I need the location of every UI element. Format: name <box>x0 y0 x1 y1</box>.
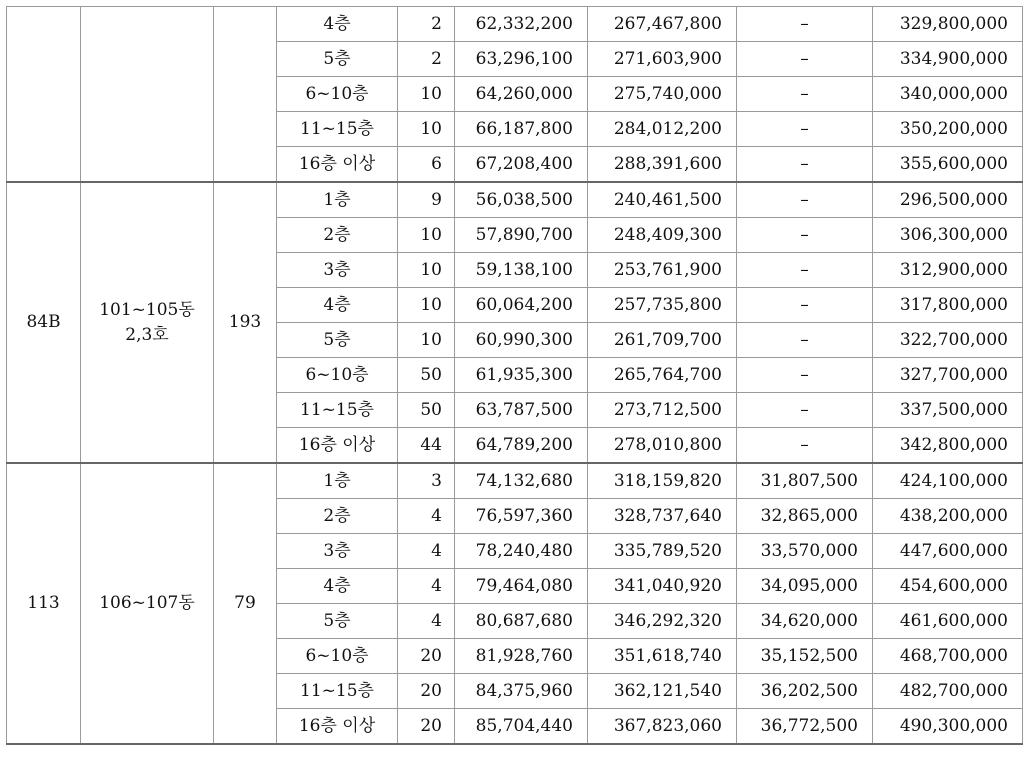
vat-cell: 36,772,500 <box>737 709 873 745</box>
count-cell: 20 <box>398 674 455 709</box>
building-price-cell: 288,391,600 <box>588 147 737 183</box>
floor-cell: 3층 <box>277 253 398 288</box>
vat-cell: – <box>737 253 873 288</box>
count-cell: 10 <box>398 218 455 253</box>
land-price-cell: 63,787,500 <box>455 393 588 428</box>
total-price-cell: 342,800,000 <box>873 428 1023 464</box>
land-price-cell: 62,332,200 <box>455 7 588 42</box>
dong-cell: 106~107동 <box>81 463 214 744</box>
total-price-cell: 296,500,000 <box>873 182 1023 218</box>
floor-cell: 11~15층 <box>277 393 398 428</box>
floor-cell: 5층 <box>277 604 398 639</box>
count-cell: 6 <box>398 147 455 183</box>
floor-cell: 4층 <box>277 288 398 323</box>
vat-cell: 32,865,000 <box>737 499 873 534</box>
vat-cell: 33,570,000 <box>737 534 873 569</box>
type-cell <box>7 7 81 183</box>
count-cell: 4 <box>398 534 455 569</box>
floor-cell: 5층 <box>277 323 398 358</box>
land-price-cell: 78,240,480 <box>455 534 588 569</box>
table-row <box>7 463 1023 499</box>
floor-cell: 16층 이상 <box>277 147 398 183</box>
count-cell: 50 <box>398 358 455 393</box>
total-price-cell: 337,500,000 <box>873 393 1023 428</box>
floor-cell: 1층 <box>277 463 398 499</box>
floor-cell: 6~10층 <box>277 77 398 112</box>
floor-cell: 11~15층 <box>277 112 398 147</box>
building-price-cell: 346,292,320 <box>588 604 737 639</box>
building-price-cell: 318,159,820 <box>588 463 737 499</box>
total-price-cell: 468,700,000 <box>873 639 1023 674</box>
table-row <box>7 182 1023 218</box>
total-price-cell: 340,000,000 <box>873 77 1023 112</box>
count-cell: 10 <box>398 323 455 358</box>
building-price-cell: 271,603,900 <box>588 42 737 77</box>
total-price-cell: 447,600,000 <box>873 534 1023 569</box>
vat-cell: – <box>737 218 873 253</box>
vat-cell: – <box>737 393 873 428</box>
total-price-cell: 454,600,000 <box>873 569 1023 604</box>
type-cell: 113 <box>7 463 81 744</box>
dong-cell <box>81 7 214 183</box>
building-price-cell: 351,618,740 <box>588 639 737 674</box>
floor-cell: 16층 이상 <box>277 428 398 464</box>
floor-cell: 11~15층 <box>277 674 398 709</box>
floor-cell: 16층 이상 <box>277 709 398 745</box>
vat-cell: – <box>737 7 873 42</box>
count-cell: 10 <box>398 288 455 323</box>
building-price-cell: 253,761,900 <box>588 253 737 288</box>
vat-cell: – <box>737 428 873 464</box>
floor-cell: 3층 <box>277 534 398 569</box>
total-price-cell: 438,200,000 <box>873 499 1023 534</box>
vat-cell: 34,095,000 <box>737 569 873 604</box>
vat-cell: – <box>737 182 873 218</box>
total-price-cell: 461,600,000 <box>873 604 1023 639</box>
building-price-cell: 248,409,300 <box>588 218 737 253</box>
total-price-cell: 322,700,000 <box>873 323 1023 358</box>
count-cell: 4 <box>398 499 455 534</box>
land-price-cell: 61,935,300 <box>455 358 588 393</box>
land-price-cell: 63,296,100 <box>455 42 588 77</box>
building-price-cell: 328,737,640 <box>588 499 737 534</box>
total-price-cell: 327,700,000 <box>873 358 1023 393</box>
land-price-cell: 85,704,440 <box>455 709 588 745</box>
count-cell: 4 <box>398 569 455 604</box>
count-cell: 2 <box>398 7 455 42</box>
count-cell: 50 <box>398 393 455 428</box>
count-cell: 20 <box>398 639 455 674</box>
total-price-cell: 334,900,000 <box>873 42 1023 77</box>
total-price-cell: 490,300,000 <box>873 709 1023 745</box>
units-cell: 193 <box>214 182 277 463</box>
count-cell: 10 <box>398 253 455 288</box>
land-price-cell: 64,789,200 <box>455 428 588 464</box>
vat-cell: – <box>737 288 873 323</box>
building-price-cell: 278,010,800 <box>588 428 737 464</box>
table-row <box>7 7 1023 42</box>
type-cell: 84B <box>7 182 81 463</box>
land-price-cell: 57,890,700 <box>455 218 588 253</box>
building-price-cell: 341,040,920 <box>588 569 737 604</box>
floor-cell: 4층 <box>277 7 398 42</box>
count-cell: 10 <box>398 112 455 147</box>
floor-cell: 6~10층 <box>277 639 398 674</box>
building-price-cell: 261,709,700 <box>588 323 737 358</box>
building-price-cell: 367,823,060 <box>588 709 737 745</box>
dong-cell: 101~105동 2,3호 <box>81 182 214 463</box>
land-price-cell: 59,138,100 <box>455 253 588 288</box>
building-price-cell: 265,764,700 <box>588 358 737 393</box>
vat-cell: – <box>737 358 873 393</box>
total-price-cell: 317,800,000 <box>873 288 1023 323</box>
units-cell: 79 <box>214 463 277 744</box>
vat-cell: 36,202,500 <box>737 674 873 709</box>
count-cell: 20 <box>398 709 455 745</box>
total-price-cell: 355,600,000 <box>873 147 1023 183</box>
land-price-cell: 81,928,760 <box>455 639 588 674</box>
count-cell: 9 <box>398 182 455 218</box>
vat-cell: – <box>737 112 873 147</box>
units-cell <box>214 7 277 183</box>
total-price-cell: 306,300,000 <box>873 218 1023 253</box>
count-cell: 4 <box>398 604 455 639</box>
count-cell: 2 <box>398 42 455 77</box>
land-price-cell: 60,990,300 <box>455 323 588 358</box>
land-price-cell: 74,132,680 <box>455 463 588 499</box>
vat-cell: – <box>737 323 873 358</box>
building-price-cell: 240,461,500 <box>588 182 737 218</box>
building-price-cell: 362,121,540 <box>588 674 737 709</box>
building-price-cell: 335,789,520 <box>588 534 737 569</box>
land-price-cell: 56,038,500 <box>455 182 588 218</box>
land-price-cell: 64,260,000 <box>455 77 588 112</box>
building-price-cell: 273,712,500 <box>588 393 737 428</box>
vat-cell: 31,807,500 <box>737 463 873 499</box>
vat-cell: – <box>737 77 873 112</box>
floor-cell: 4층 <box>277 569 398 604</box>
land-price-cell: 80,687,680 <box>455 604 588 639</box>
floor-cell: 2층 <box>277 499 398 534</box>
land-price-cell: 66,187,800 <box>455 112 588 147</box>
vat-cell: – <box>737 42 873 77</box>
vat-cell: – <box>737 147 873 183</box>
floor-cell: 2층 <box>277 218 398 253</box>
total-price-cell: 350,200,000 <box>873 112 1023 147</box>
floor-cell: 6~10층 <box>277 358 398 393</box>
total-price-cell: 424,100,000 <box>873 463 1023 499</box>
count-cell: 10 <box>398 77 455 112</box>
total-price-cell: 482,700,000 <box>873 674 1023 709</box>
floor-cell: 1층 <box>277 182 398 218</box>
count-cell: 3 <box>398 463 455 499</box>
count-cell: 44 <box>398 428 455 464</box>
price-table <box>6 6 1023 745</box>
building-price-cell: 275,740,000 <box>588 77 737 112</box>
vat-cell: 35,152,500 <box>737 639 873 674</box>
land-price-cell: 76,597,360 <box>455 499 588 534</box>
total-price-cell: 312,900,000 <box>873 253 1023 288</box>
land-price-cell: 79,464,080 <box>455 569 588 604</box>
land-price-cell: 84,375,960 <box>455 674 588 709</box>
vat-cell: 34,620,000 <box>737 604 873 639</box>
land-price-cell: 60,064,200 <box>455 288 588 323</box>
table-body <box>7 7 1023 745</box>
floor-cell: 5층 <box>277 42 398 77</box>
land-price-cell: 67,208,400 <box>455 147 588 183</box>
building-price-cell: 257,735,800 <box>588 288 737 323</box>
building-price-cell: 267,467,800 <box>588 7 737 42</box>
building-price-cell: 284,012,200 <box>588 112 737 147</box>
total-price-cell: 329,800,000 <box>873 7 1023 42</box>
